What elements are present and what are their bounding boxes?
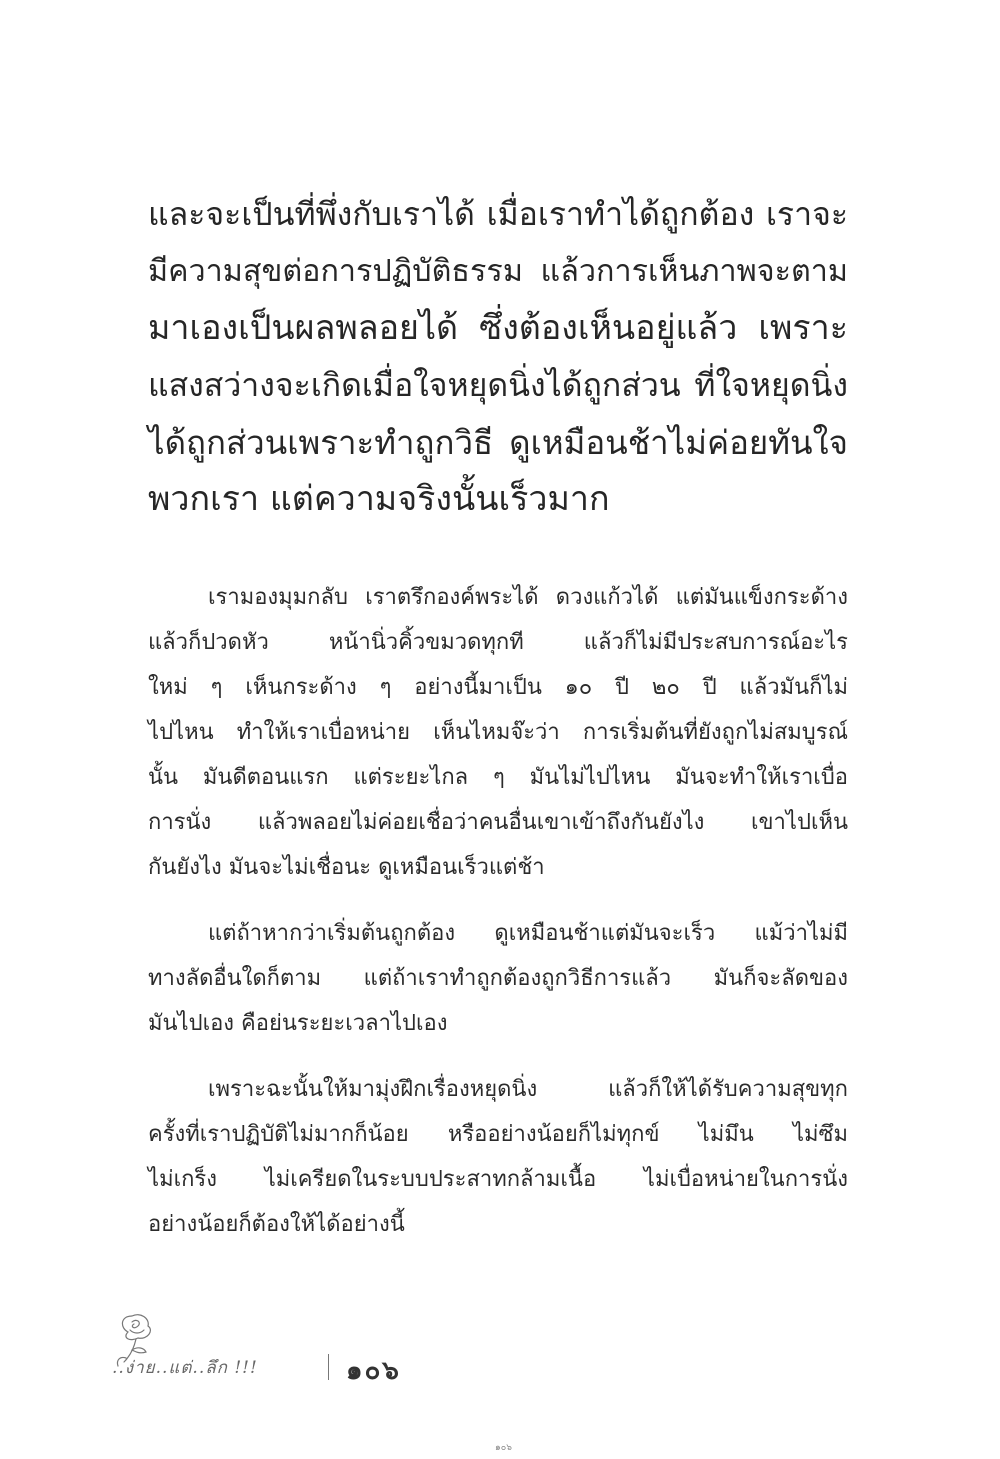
body-paragraph-2 (148, 911, 848, 1046)
body-paragraph-3 (148, 1067, 848, 1247)
lead-paragraph (148, 186, 848, 528)
body-line: มันไปเอง คือย่นระยะเวลาไปเอง (148, 1011, 448, 1036)
signature-text: ..ง่าย..แต่..ลึก !!! (112, 1358, 258, 1378)
body-line: การนั่ง แล้วพลอยไม่ค่อยเชื่อว่าคนอื่นเขาเข้าถึงกันยังไง เขาไปเห็น (148, 810, 848, 835)
body-line: กันยังไง มันจะไม่เชื่อนะ ดูเหมือนเร็วแต่ช้า (148, 855, 545, 880)
lead-line: มาเองเป็นผลพลอยได้ ซึ่งต้องเห็นอยู่แล้ว เพราะ (148, 308, 848, 348)
page-footer (110, 1310, 430, 1390)
body-line: อย่างน้อยก็ต้องให้ได้อย่างนี้ (148, 1212, 405, 1237)
bottom-small-number: ๑๐๖ (495, 1443, 512, 1453)
body-line: แต่ถ้าหากว่าเริ่มต้นถูกต้อง ดูเหมือนช้าแต่มันจะเร็ว แม้ว่าไม่มี (208, 921, 848, 946)
lead-line: ได้ถูกส่วนเพราะทำถูกวิธี ดูเหมือนช้าไม่ค่อยทันใจ (148, 423, 848, 462)
body-line: ไปไหน ทำให้เราเบื่อหน่าย เห็นไหมจ๊ะว่า การเริ่มต้นที่ยังถูกไม่สมบูรณ์ (148, 720, 848, 745)
body-line: นั้น มันดีตอนแรก แต่ระยะไกล ๆ มันไม่ไปไหน มันจะทำให้เราเบื่อ (148, 765, 848, 790)
body-line: เพราะฉะนั้นให้มามุ่งฝึกเรื่องหยุดนิ่ง แล้วก็ให้ได้รับความสุขทุก (208, 1077, 848, 1102)
body-line: เรามองมุมกลับ เราตรึกองค์พระได้ ดวงแก้วได้ แต่มันแข็งกระด้าง (208, 585, 848, 610)
lead-line: มีความสุขต่อการปฏิบัติธรรม แล้วการเห็นภาพจะตาม (148, 254, 848, 289)
body-line: ครั้งที่เราปฏิบัติไม่มากก็น้อย หรืออย่างน้อยก็ไม่ทุกข์ ไม่มึน ไม่ซึม (148, 1122, 848, 1147)
body-line: ไม่เกร็ง ไม่เครียดในระบบประสาทกล้ามเนื้อ ไม่เบื่อหน่ายในการนั่ง (148, 1167, 848, 1192)
body-line: แล้วก็ปวดหัว หน้านิ่วคิ้วขมวดทุกที แล้วก็ไม่มีประสบการณ์อะไร (148, 630, 848, 655)
footer-divider (328, 1354, 329, 1380)
page-number: ๑๐๖ (346, 1356, 401, 1386)
lead-line: และจะเป็นที่พึ่งกับเราได้ เมื่อเราทำได้ถูกต้อง เราจะ (148, 195, 848, 233)
body-paragraph-1 (148, 575, 848, 890)
lead-line: แสงสว่างจะเกิดเมื่อใจหยุดนิ่งได้ถูกส่วน ที่ใจหยุดนิ่ง (148, 366, 848, 404)
body-line: ใหม่ ๆ เห็นกระด้าง ๆ อย่างนี้มาเป็น ๑๐ ปี ๒๐ ปี แล้วมันก็ไม่ (148, 675, 848, 700)
body-line: ทางลัดอื่นใดก็ตาม แต่ถ้าเราทำถูกต้องถูกวิธีการแล้ว มันก็จะลัดของ (148, 966, 848, 991)
lead-line: พวกเรา แต่ความจริงนั้นเร็วมาก (148, 479, 610, 519)
